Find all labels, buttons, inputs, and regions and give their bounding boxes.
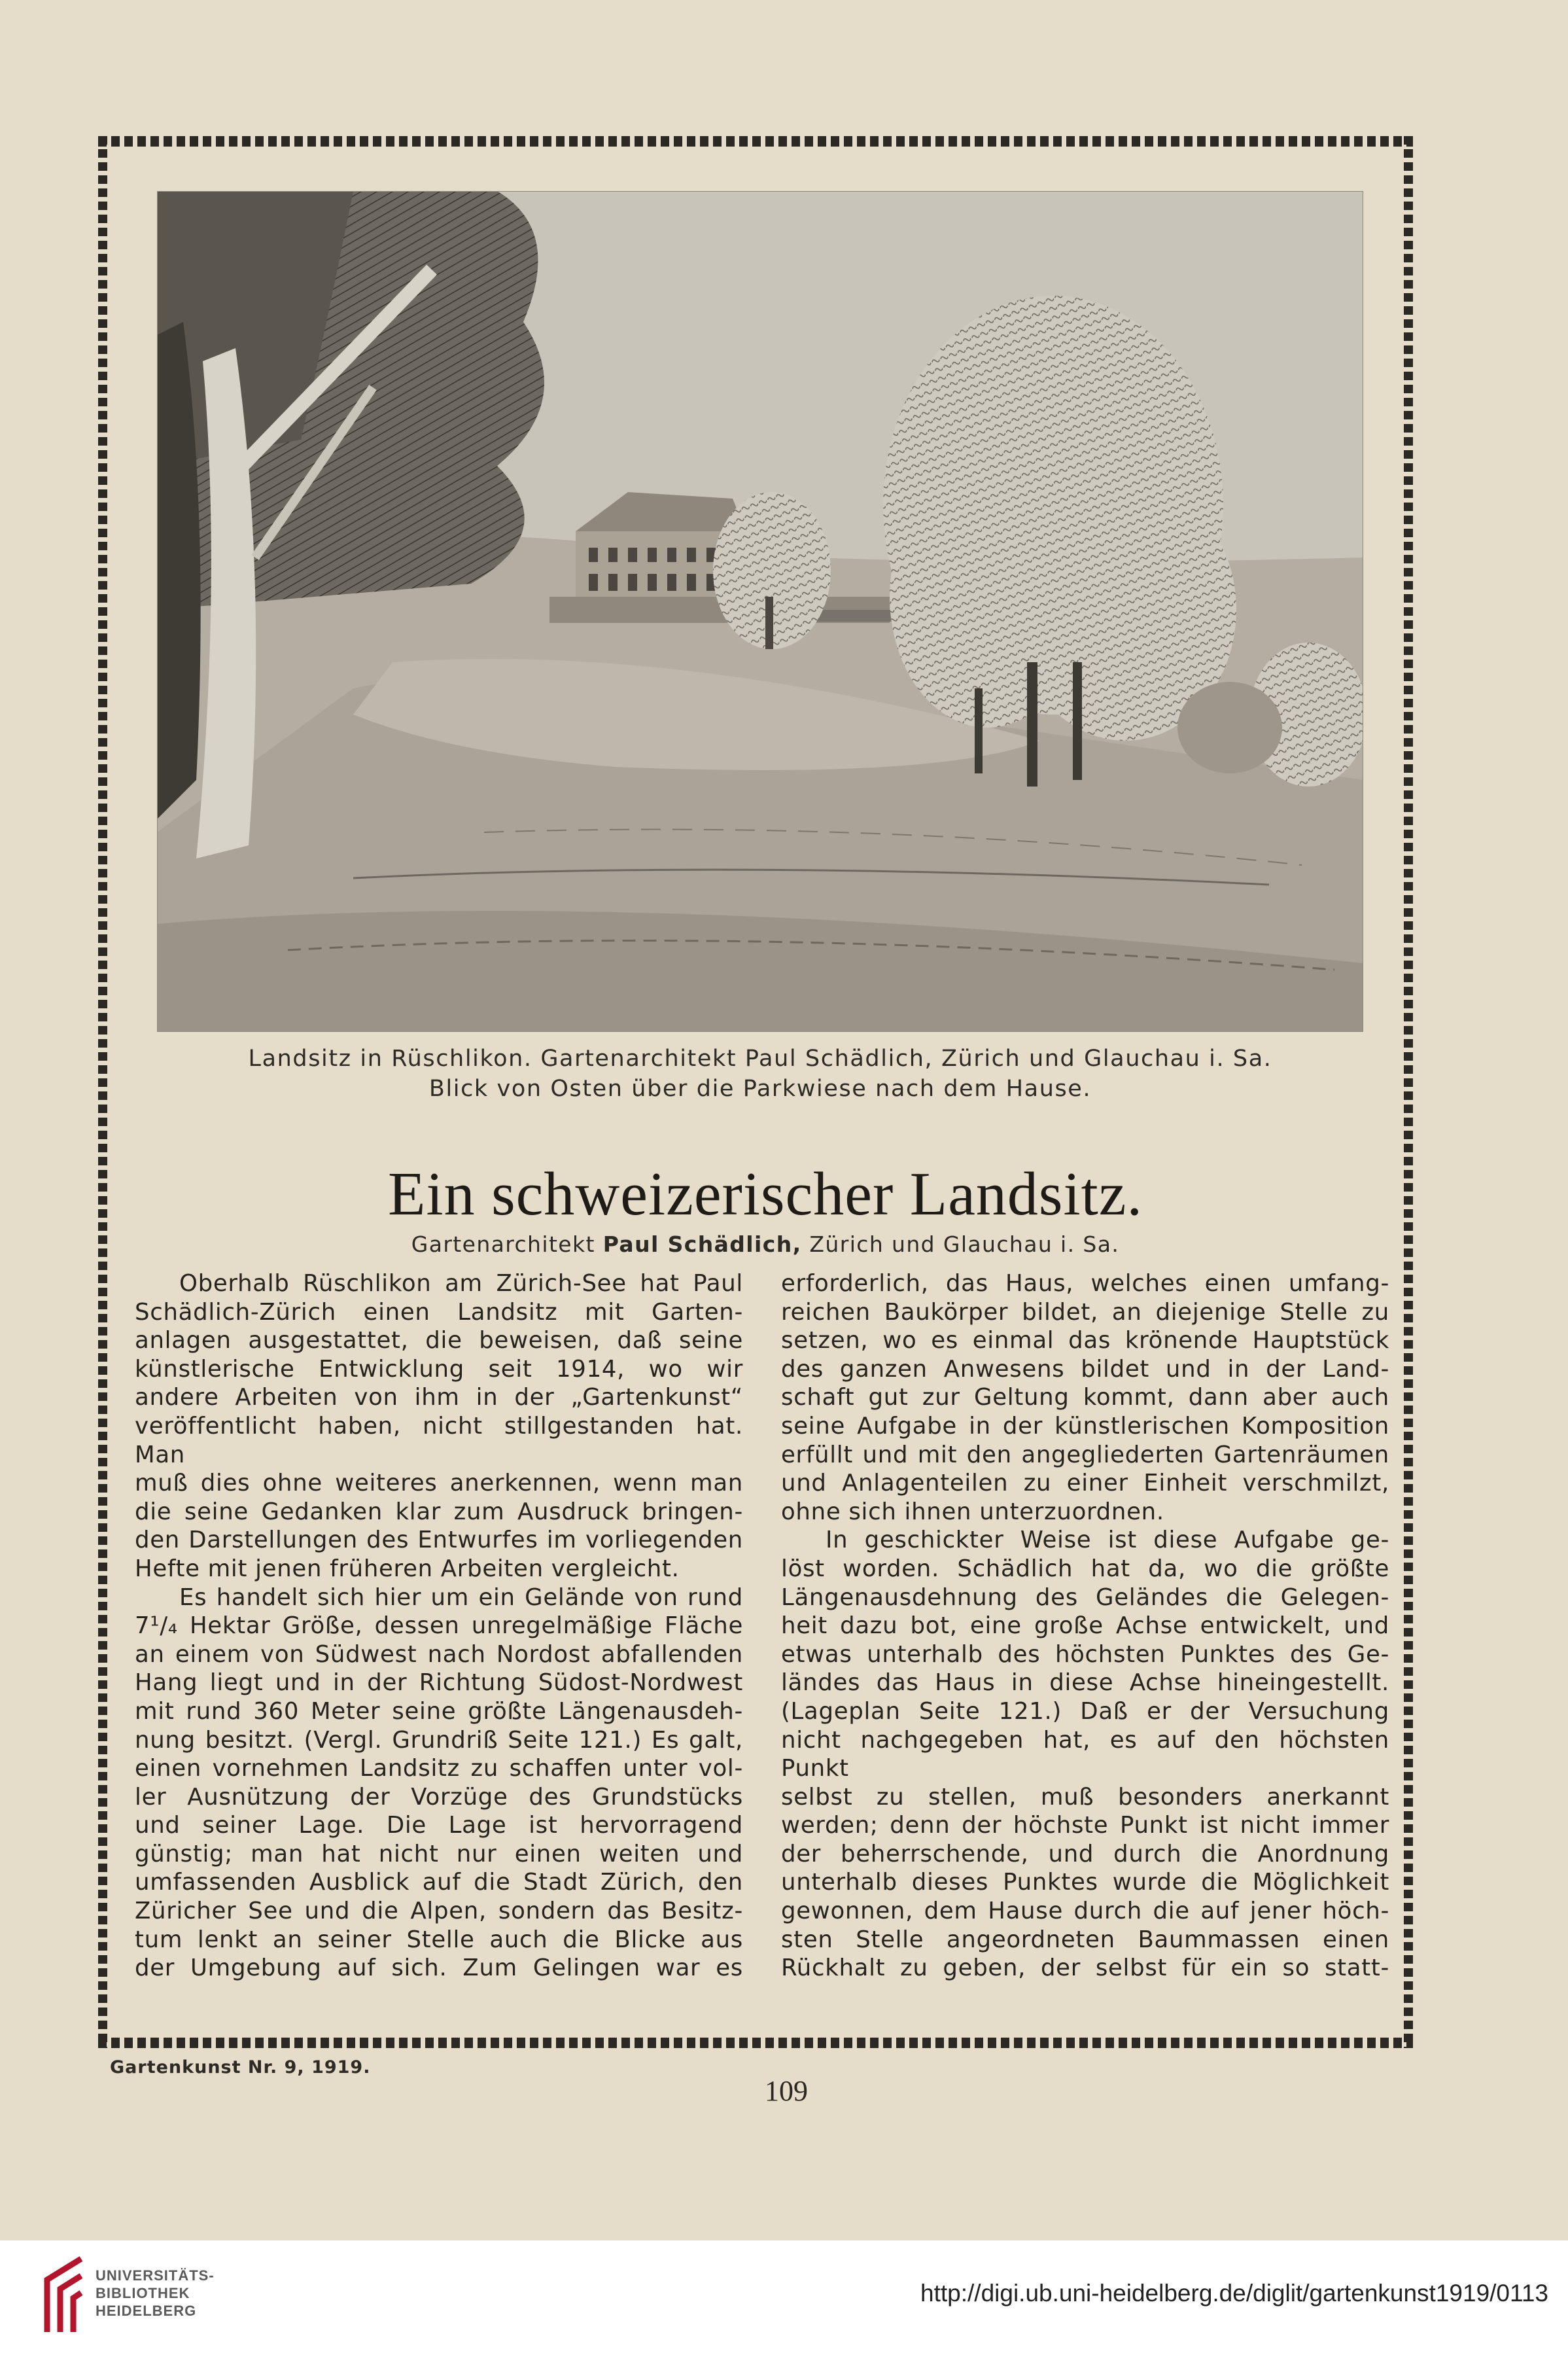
text-line: setzen, wo es einmal das krönende Hauptstück [781,1327,1389,1354]
text-line: etwas unterhalb des höchsten Punktes des Ge- [781,1640,1389,1668]
text-line: nung besitzt. (Vergl. Grundriß Seite 121.) Es galt, [135,1726,743,1754]
text-column-left [135,1269,743,1983]
page-number: 109 [765,2075,808,2107]
text-line: andere Arbeiten von ihm in der „Gartenkunst“ [135,1384,743,1411]
landscape-drawing [157,191,1363,1032]
journal-reference: Gartenkunst Nr. 9, 1919. [110,2057,371,2078]
text-line: die seine Gedanken klar zum Ausdruck bringen- [135,1498,743,1525]
text-line: der beherrschende, und durch die Anordnung [781,1840,1389,1867]
text-line: gewonnen, dem Hause durch die auf jener höch- [781,1898,1389,1925]
text-line: umfassenden Ausblick auf die Stadt Zürich, den [135,1869,743,1896]
text-line: heit dazu bot, eine große Achse entwickelt, und [781,1612,1389,1640]
library-name-line3: HEIDELBERG [96,2303,197,2319]
text-line: Hang liegt und in der Richtung Südost-Nordwest [135,1669,743,1697]
text-line: Längenausdehnung des Geländes die Gelegen- [781,1583,1389,1611]
library-name-line2: BIBLIOTHEK [96,2285,190,2301]
subtitle-prefix: Gartenarchitekt [411,1231,595,1257]
text-line: löst worden. Schädlich hat da, wo die größte [781,1555,1389,1582]
text-line: Rückhalt zu geben, der selbst für ein so statt- [781,1955,1389,1982]
text-line: ländes das Haus in diese Achse hineingestellt. [781,1669,1389,1697]
text-line: muß dies ohne weiteres anerkennen, wenn man [135,1470,743,1497]
text-line: 7¹/₄ Hektar Größe, dessen unregelmäßige Fläche [135,1612,743,1640]
text-line: und Anlagenteilen zu einer Einheit verschmilzt, [781,1470,1389,1497]
text-line: Züricher See und die Alpen, sondern das Besitz- [135,1898,743,1925]
text-line: Schädlich-Zürich einen Landsitz mit Garten- [135,1298,743,1326]
text-line: sten Stelle angeordneten Baummassen einen [781,1926,1389,1953]
text-line: Oberhalb Rüschlikon am Zürich-See hat Paul [179,1270,743,1297]
text-line: ohne sich ihnen unterzuordnen. [781,1498,1164,1525]
text-line: tum lenkt an seiner Stelle auch die Blicke aus [135,1926,743,1953]
illustration-caption-line1: Landsitz in Rüschlikon. Gartenarchitekt Paul Schädlich, Zürich und Glauchau i. Sa. [248,1046,1272,1072]
text-line: den Darstellungen des Entwurfes im vorliegenden [135,1527,743,1554]
text-line: selbst zu stellen, muß besonders anerkannt [781,1783,1389,1811]
text-line: erforderlich, das Haus, welches einen umfang- [781,1270,1389,1297]
author-name: Paul Schädlich, [602,1231,802,1257]
text-column-right [781,1269,1389,1983]
text-line: des ganzen Anwesens bildet und in der Land- [781,1355,1389,1383]
text-line: künstlerische Entwicklung seit 1914, wo wir [135,1355,743,1383]
text-line: und seiner Lage. Die Lage ist hervorragend [135,1812,743,1839]
text-line: veröffentlicht haben, nicht stillgestanden hat. Man [135,1412,743,1468]
illustration-caption-line2: Blick von Osten über die Parkwiese nach dem Hause. [428,1076,1092,1102]
ornamental-border-left [98,136,107,2048]
text-line: günstig; man hat nicht nur einen weiten und [135,1840,743,1867]
library-logo-icon [38,2254,90,2339]
text-line: werden; denn der höchste Punkt ist nicht immer [781,1812,1389,1839]
text-line: (Lageplan Seite 121.) Daß er der Versuchung [781,1697,1389,1725]
text-line: erfüllt und mit den angegliederten Gartenräumen [781,1441,1389,1468]
text-line: Hefte mit jenen früheren Arbeiten vergleicht. [135,1555,680,1582]
text-line: ler Ausnützung der Vorzüge des Grundstücks [135,1783,743,1811]
text-line: Es handelt sich hier um ein Gelände von rund [179,1583,743,1611]
library-banner [0,2240,1568,2353]
library-name-line1: UNIVERSITÄTS- [96,2267,215,2284]
article-title: Ein schweizerischer Landsitz. [388,1160,1143,1228]
text-line: einen vornehmen Landsitz zu schaffen unter vol- [135,1755,743,1782]
text-line: nicht nachgegeben hat, es auf den höchsten Punkt [781,1726,1389,1782]
text-line: an einem von Südwest nach Nordost abfallenden [135,1640,743,1668]
article-subtitle [131,1230,1400,1259]
ornamental-border-top [98,136,1413,147]
subtitle-suffix: Zürich und Glauchau i. Sa. [809,1231,1120,1257]
landscape-illustration [157,191,1363,1032]
source-url-link[interactable]: http://digi.ub.uni-heidelberg.de/diglit/gartenkunst1919/0113 [920,2280,1548,2307]
ornamental-border-bottom [98,2038,1413,2048]
text-line: In geschickter Weise ist diese Aufgabe ge- [826,1527,1389,1554]
library-name [96,2267,215,2320]
text-line: anlagen ausgestattet, die beweisen, daß seine [135,1327,743,1354]
text-line: unterhalb dieses Punktes wurde die Möglichkeit [781,1869,1389,1896]
text-line: seine Aufgabe in der künstlerischen Komposition [781,1412,1389,1440]
text-line: reichen Baukörper bildet, an diejenige Stelle zu [781,1298,1389,1326]
text-line: schaft gut zur Geltung kommt, dann aber auch [781,1384,1389,1411]
ornamental-border-right [1404,136,1413,2048]
text-line: der Umgebung auf sich. Zum Gelingen war es [135,1955,743,1982]
text-line: mit rund 360 Meter seine größte Längenausdeh- [135,1697,743,1725]
